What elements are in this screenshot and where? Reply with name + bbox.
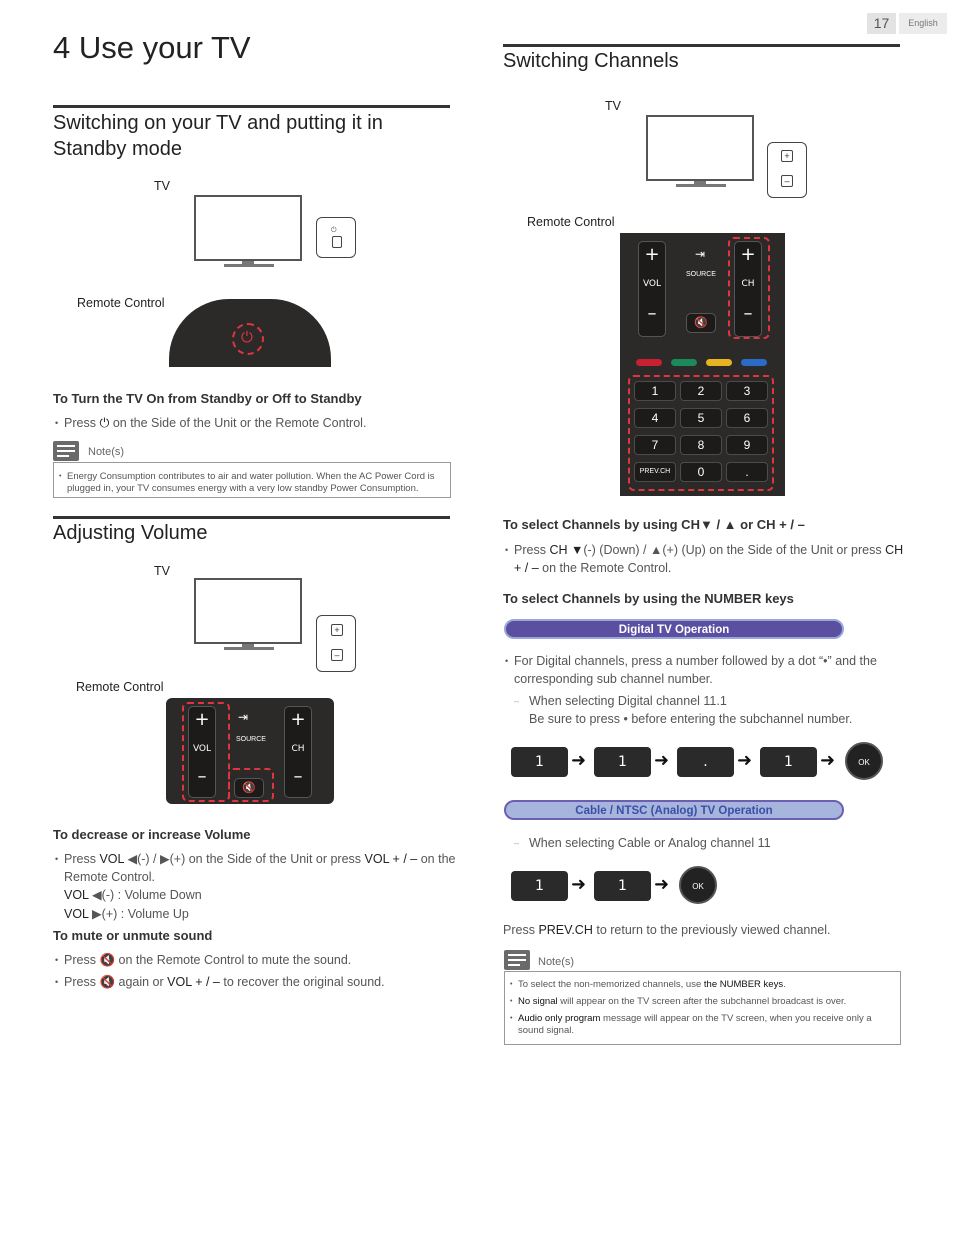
number-key: PREV.CH xyxy=(634,462,676,482)
volume-section-title: Adjusting Volume xyxy=(53,522,208,544)
volume-subheading: To decrease or increase Volume xyxy=(53,827,251,842)
key-box: 1 xyxy=(594,871,651,901)
color-key xyxy=(706,359,732,366)
note-item: • To select the non-memorized channels, use the NUMBER keys. xyxy=(510,979,786,990)
arrow-icon: ➜ xyxy=(654,874,670,894)
analog-example: – When selecting Cable or Analog channel 11 xyxy=(514,836,771,850)
page-number: 17 xyxy=(867,13,896,34)
tv-label: TV xyxy=(154,564,170,578)
remote-channel-illustration: + VOL – ⇥ SOURCE + CH – 🔇 1 2 3 4 5 6 7 8 9 PREV.CH 0 . xyxy=(620,233,785,496)
channels-subheading-2: To select Channels by using the NUMBER keys xyxy=(503,591,794,606)
channels-section-title: Switching Channels xyxy=(503,50,679,72)
key-box: . xyxy=(677,747,734,777)
remote-label: Remote Control xyxy=(527,215,615,229)
remote-label: Remote Control xyxy=(76,680,164,694)
key-box: 1 xyxy=(760,747,817,777)
note-item: • Audio only program message will appear on the TV screen, when you receive only a sound signal. xyxy=(510,1013,872,1036)
note-item: • No signal will appear on the TV screen after the subchannel broadcast is over. xyxy=(510,996,847,1007)
channels-note-box xyxy=(504,971,901,1045)
channels-bullet-1: • Press CH ▼(-) (Down) / ▲(+) (Up) on the Side of the Unit or press CH + / – on the Remote Control. xyxy=(505,543,904,575)
remote-label: Remote Control xyxy=(77,296,165,310)
section-rule xyxy=(53,105,450,108)
ok-button: OK xyxy=(679,866,717,904)
mute-bullet-2: • Press 🔇 again or VOL + / – to recover the original sound. xyxy=(55,975,385,989)
color-key xyxy=(671,359,697,366)
mute-icon: 🔇 xyxy=(686,313,716,333)
arrow-icon: ➜ xyxy=(654,750,670,770)
number-key: . xyxy=(726,462,768,482)
remote-volume-illustration: + VOL – ⇥ SOURCE + CH – 🔇 xyxy=(166,698,334,804)
number-key: 5 xyxy=(680,408,722,428)
chapter-title: 4 Use your TV xyxy=(53,30,251,65)
key-box: 1 xyxy=(511,747,568,777)
source-icon: ⇥ xyxy=(238,710,249,724)
channels-subheading-1: To select Channels by using CH▼ / ▲ or CH + / – xyxy=(503,517,805,532)
number-key: 2 xyxy=(680,381,722,401)
note-text: • Energy Consumption contributes to air and water pollution. When the AC Power Cord is plugged in, your TV consumes energy with a very low standby Power Consumption. xyxy=(59,471,435,494)
vol-up-line: VOL ▶(+) : Volume Up xyxy=(64,907,189,921)
prev-ch-text: Press PREV.CH to return to the previously viewed channel. xyxy=(503,923,831,937)
remote-top-illustration xyxy=(169,299,331,367)
mute-icon: 🔇 xyxy=(234,778,264,798)
mute-icon: 🔇 xyxy=(99,975,116,989)
number-key: 9 xyxy=(726,435,768,455)
standby-section-title: Switching on your TV and putting it in Standby mode xyxy=(53,112,383,160)
ok-button: OK xyxy=(845,742,883,780)
mute-icon: 🔇 xyxy=(99,953,116,967)
section-rule xyxy=(53,516,450,519)
number-key: 4 xyxy=(634,408,676,428)
number-key: 6 xyxy=(726,408,768,428)
power-icon: ⏻ xyxy=(99,416,110,430)
digital-bullet: • For Digital channels, press a number followed by a dot “•” and the corresponding sub channel number. xyxy=(505,654,877,686)
mute-subheading: To mute or unmute sound xyxy=(53,928,213,943)
arrow-icon: ➜ xyxy=(737,750,753,770)
number-key: 7 xyxy=(634,435,676,455)
digital-operation-pill: Digital TV Operation xyxy=(504,619,844,639)
arrow-icon: ➜ xyxy=(571,874,587,894)
source-icon: ⇥ xyxy=(695,247,706,261)
standby-note-box xyxy=(53,462,451,498)
color-key xyxy=(741,359,767,366)
vol-down-line: VOL ◀(-) : Volume Down xyxy=(64,888,202,902)
color-key xyxy=(636,359,662,366)
section-rule xyxy=(503,44,900,47)
number-key: 0 xyxy=(680,462,722,482)
note-icon xyxy=(504,950,530,970)
number-key: 3 xyxy=(726,381,768,401)
standby-bullet: • Press ⏻ on the Side of the Unit or the Remote Control. xyxy=(55,416,367,430)
number-key: 1 xyxy=(634,381,676,401)
arrow-icon: ➜ xyxy=(820,750,836,770)
analog-operation-pill: Cable / NTSC (Analog) TV Operation xyxy=(504,800,844,820)
key-box: 1 xyxy=(594,747,651,777)
note-icon xyxy=(53,441,79,461)
tv-label: TV xyxy=(605,99,621,113)
digital-example: – When selecting Digital channel 11.1 Be sure to press • before entering the subchannel number. xyxy=(514,694,853,726)
standby-subheading: To Turn the TV On from Standby or Off to Standby xyxy=(53,391,362,406)
arrow-icon: ➜ xyxy=(571,750,587,770)
number-key: 8 xyxy=(680,435,722,455)
language-tab: English xyxy=(899,13,947,34)
key-box: 1 xyxy=(511,871,568,901)
mute-bullet-1: • Press 🔇 on the Remote Control to mute the sound. xyxy=(55,953,352,967)
tv-label: TV xyxy=(154,179,170,193)
power-icon: ⏻ xyxy=(241,329,253,346)
volume-bullet: • Press VOL ◀(-) / ▶(+) on the Side of the Unit or press VOL + / – on the Remote Control. xyxy=(55,852,456,884)
